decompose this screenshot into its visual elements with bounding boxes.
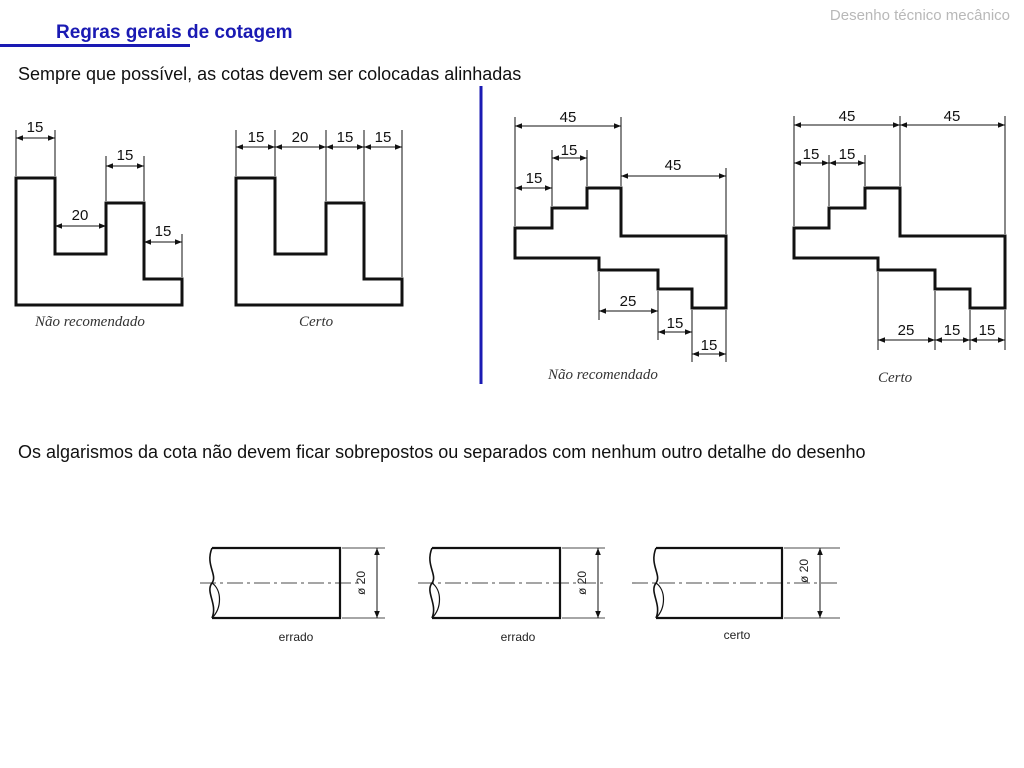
subject-header: Desenho técnico mecânico [829,7,1010,24]
fig3-shaft-1-dim: ø 20 [354,570,368,596]
fig2-wrong-drawing [515,117,726,362]
fig1-right-dim-1: 15 [247,129,265,146]
fig2-right-drawing [794,116,1005,350]
fig1-right-caption: Certo [299,314,334,330]
fig1-wrong-dim-1: 15 [26,119,44,136]
fig1-wrong-caption: Não recomendado [35,314,145,330]
fig2-right-dim-15d: 15 [978,322,996,339]
fig2-wrong-dim-45a: 45 [559,109,577,126]
fig2-right-dim-45b: 45 [943,108,961,125]
fig2-right-caption: Certo [878,370,913,386]
fig1-wrong-drawing [16,130,182,305]
slide-title: Regras gerais de cotagem [56,22,293,43]
fig2-right-dim-25: 25 [897,322,915,339]
fig2-wrong-dim-25: 25 [619,293,637,310]
fig3-shaft-2-dim: ø 20 [575,570,589,596]
fig1-wrong-dim-2: 20 [71,207,89,224]
fig3-shaft-3-dim: ø 20 [797,558,811,584]
fig2-wrong-dim-45b: 45 [664,157,682,174]
fig1-wrong-dim-4: 15 [154,223,172,240]
fig3-shaft-1-caption: errado [278,630,314,644]
fig1-right-dim-2: 20 [291,129,309,146]
fig2-right-dim-15c: 15 [943,322,961,339]
fig2-wrong-dim-15b: 15 [525,170,543,187]
fig2-wrong-caption: Não recomendado [548,367,658,383]
fig2-wrong-dim-15c: 15 [666,315,684,332]
fig2-wrong-dim-15a: 15 [560,142,578,159]
fig3-shaft-3-caption: certo [723,628,751,642]
fig2-wrong-dim-15d: 15 [700,337,718,354]
fig2-right-dim-15a: 15 [802,146,820,163]
fig2-right-dim-45a: 45 [838,108,856,125]
fig1-right-dim-3: 15 [336,129,354,146]
fig1-wrong-dim-3: 15 [116,147,134,164]
fig2-right-dim-15b: 15 [838,146,856,163]
rule-dimension-figures: Os algarismos da cota não devem ficar sobrepostos ou separados com nenhum outro detalhe do desenho [18,442,866,462]
rule-aligned-dimensions: Sempre que possível, as cotas devem ser colocadas alinhadas [18,64,522,84]
fig1-right-dim-4: 15 [374,129,392,146]
fig1-right-drawing [236,130,402,305]
fig3-shaft-2-caption: errado [500,630,536,644]
